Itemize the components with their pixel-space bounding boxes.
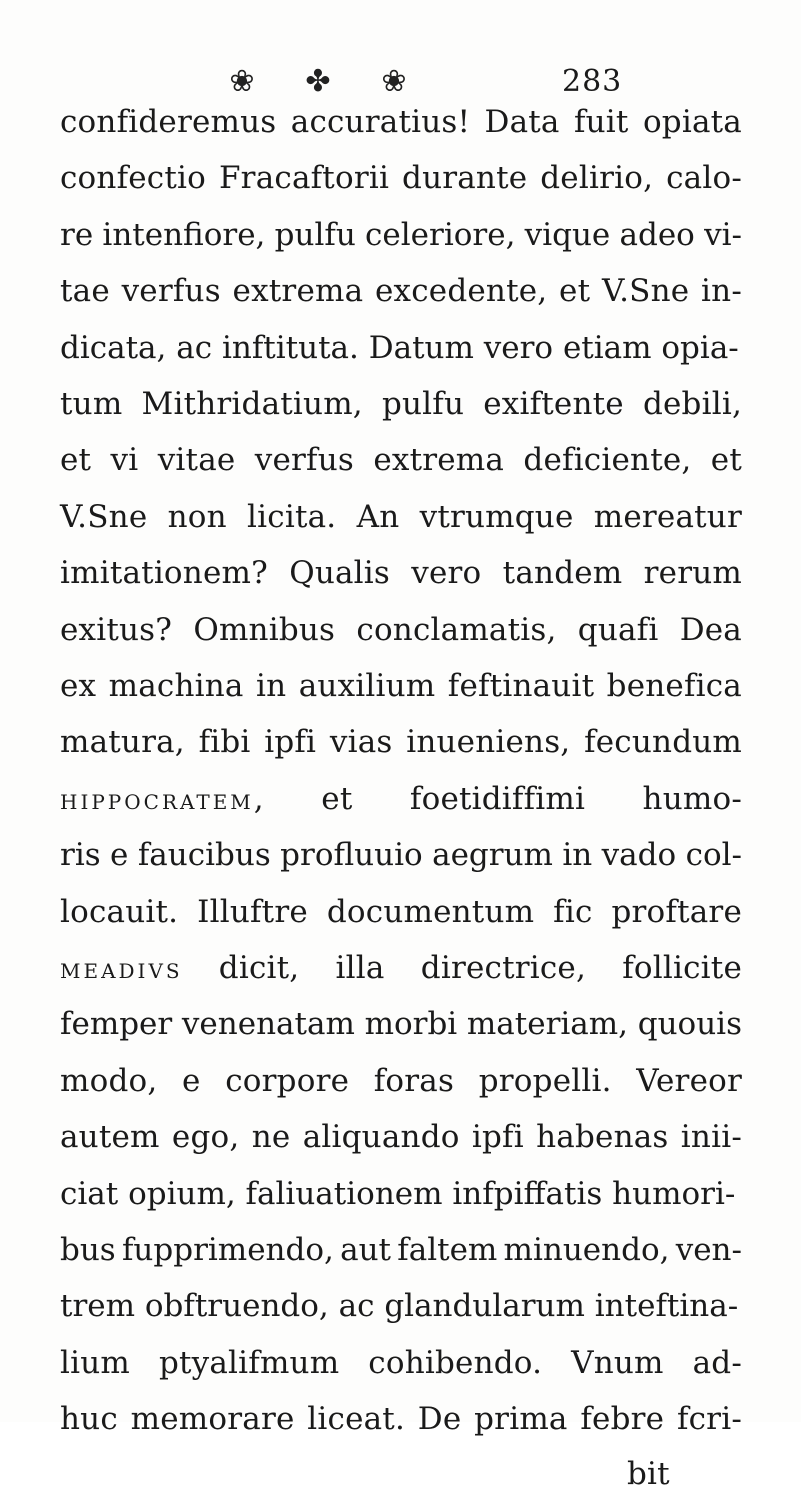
text-line: ex machina in auxilium feftinauit benefica — [60, 668, 742, 704]
small-caps-name: HIPPOCRATEM — [60, 790, 254, 814]
ornament-left-icon: ❀ — [229, 64, 255, 99]
text-line: huc memorare liceat. De prima febre fcri- — [60, 1401, 742, 1437]
text-line: V.Sne non licita. An vtrumque mereatur — [60, 499, 742, 535]
text-line: bus fupprimendo, aut faltem minuendo, ven- — [60, 1232, 742, 1268]
text-line: HIPPOCRATEM, et foetidiffimi humo- — [60, 781, 742, 817]
text-line: dicata, ac inftituta. Datum vero etiam opia- — [60, 330, 739, 366]
text-line: re intenfiore, pulfu celeriore, vique adeo vi- — [60, 217, 742, 253]
text-line: imitationem? Qualis vero tandem rerum — [60, 555, 742, 591]
text-line: modo, e corpore foras propelli. Vereor — [60, 1063, 742, 1099]
text-line: tum Mithridatium, pulfu exiftente debili, — [60, 386, 742, 422]
text-line: ciat opium, faliuationem infpiffatis humori- — [60, 1176, 736, 1212]
text-line: matura, fibi ipfi vias inueniens, fecundum — [60, 724, 742, 760]
ornament-right-icon: ❀ — [381, 64, 407, 99]
text-line: tae verfus extrema excedente, et V.Sne in- — [60, 273, 742, 309]
text-line: confectio Fracaftorii durante delirio, calo- — [60, 160, 742, 196]
text-line: locauit. Illuftre documentum fic proftare — [60, 894, 742, 930]
text-line: autem ego, ne aliquando ipfi habenas inii- — [60, 1119, 742, 1155]
text-line: lium ptyalifmum cohibendo. Vnum ad- — [60, 1345, 742, 1381]
ornament-middle-icon: ✤ — [305, 64, 331, 99]
text-line: ris e faucibus profluuio aegrum in vado col- — [60, 837, 742, 873]
text-line: MEADIVS dicit, illa directrice, follicite — [60, 950, 742, 986]
small-caps-name: MEADIVS — [60, 959, 183, 983]
text-line: confideremus accuratius! Data fuit opiata — [60, 104, 742, 140]
catchword: bit — [627, 1456, 670, 1492]
text-line: exitus? Omnibus conclamatis, quafi Dea — [60, 612, 742, 648]
text-line: femper venenatam morbi materiam, quouis — [60, 1006, 742, 1042]
page-header — [0, 62, 801, 102]
text-line: trem obftruendo, ac glandularum inteftina- — [60, 1288, 739, 1324]
text-line: et vi vitae verfus extrema deficiente, et — [60, 442, 742, 478]
header-ornaments — [224, 62, 412, 102]
page-number: 283 — [562, 64, 623, 99]
